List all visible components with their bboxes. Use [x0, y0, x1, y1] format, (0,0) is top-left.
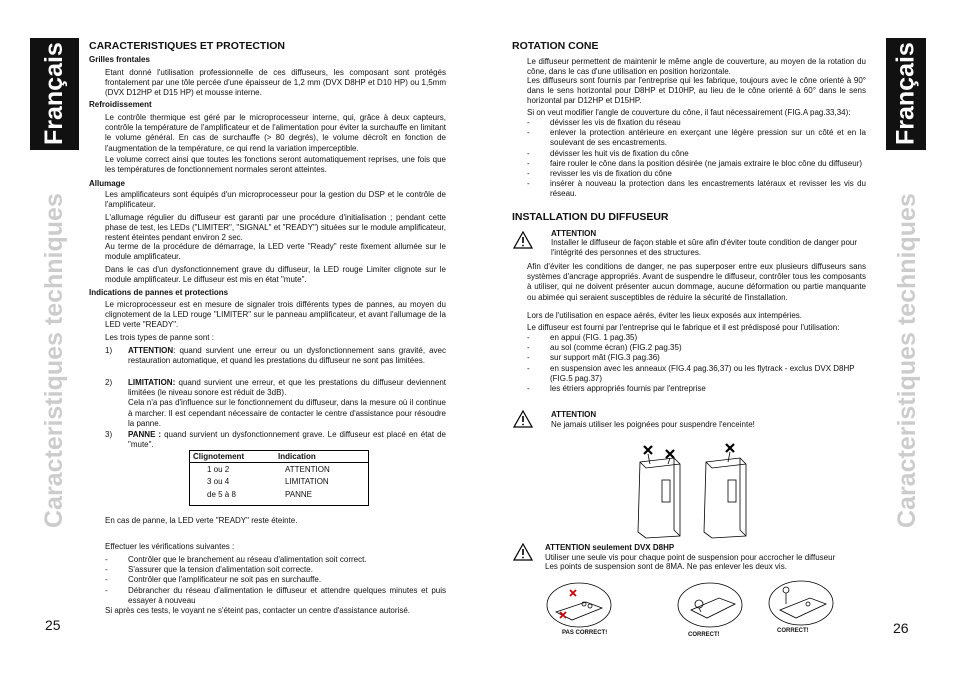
- panne-label: LIMITATION:: [128, 378, 176, 387]
- subheading-indications: Indications de pannes et protections: [89, 288, 229, 297]
- list-item: - S'assurer que la tension d'alimentation soit correcte.: [105, 565, 446, 575]
- table-cell-blinks: 1 ou 2: [207, 465, 230, 474]
- install-list: [527, 333, 866, 394]
- attention-3-title: ATTENTION seulement DVX D8HP: [545, 543, 675, 552]
- list-item-text: sur support mât (FIG.3 pag.36): [550, 353, 660, 363]
- list-item-text: dévisser les huit vis de fixation du cône: [550, 148, 689, 158]
- suspension-figure-correct-2: [768, 580, 834, 626]
- table-cell-blinks: 3 ou 4: [207, 477, 230, 486]
- section-title: CARACTERISTIQUES ET PROTECTION: [89, 40, 286, 52]
- panne-extra: Cela n'a pas d'influence sur le fonctionnement du diffuseur, dans la mesure où il continue à marcher. Il est cependant nécessaire de contacter le centre d'assistance pour résoudre la panne.: [128, 398, 446, 428]
- language-tab-label: Français: [891, 42, 920, 146]
- paragraph-rotation-2: Les diffuseurs sont fournis par l'entreprise qui les fabrique, toujours avec le cône orienté à 90° dans le sens horizontal pour D8HP et D10HP, au lieu de le cône orienté à 60° dans le sens horizontal par D12HP et D15HP.: [527, 76, 866, 106]
- list-item-text: dévisser les vis de fixation du réseau: [550, 118, 681, 127]
- list-item-text: au sol (comme écran) (FIG.2 pag.35): [550, 343, 682, 353]
- side-title-right: Caracteristiques techniques: [893, 193, 921, 528]
- paragraph-verif-intro: Effectuer les vérifications suivantes :: [105, 542, 235, 551]
- panne-number: 2): [105, 378, 113, 387]
- paragraph-refroidissement-2: Le volume correct ainsi que toutes les fonctions seront automatiquement reprises, une fois que les températures de fonctionnement normales seront atteintes.: [105, 155, 446, 175]
- paragraph-install-1: Afin d'éviter les conditions de danger, ne pas superposer entre eux plusieurs diffuseurs sans systèmes d'ancrage appropriés. Avant de suspendre le diffuseur, contrôler tous les composants à utiliser, qui ne doivent présenter aucun dommage, aucune déformation ou partie manquante ou abimée qui seraient susceptibles de réduire la sécurité de l'installation.: [527, 262, 866, 302]
- list-item-text: S'assurer que la tension d'alimentation soit correcte.: [128, 565, 313, 575]
- list-item: - revisser les vis de fixation du cône: [527, 169, 866, 179]
- list-item-text: Débrancher du réseau d'alimentation le diffuseur et attendre quelques minutes et puis essayer à nouveau: [128, 585, 446, 605]
- list-item: - dévisser les huit vis de fixation du cône: [527, 149, 866, 159]
- list-item: - Contrôler que l'amplificateur ne soit pas en surchauffe.: [105, 575, 446, 585]
- list-item: - insérer à nouveau la protection dans les encastrements latéraux et revisser les vis du réseau.: [527, 179, 866, 199]
- paragraph-allumage-3: Au terme de la procédure de démarrage, la LED verte "Ready" reste fixement allumée sur le module amplificateur.: [105, 242, 446, 262]
- paragraph-indications-2: Les trois types de panne sont :: [105, 333, 214, 342]
- attention-1-text: Installer le diffuseur de façon stable et sûre afin d'éviter toute condition de danger pour l'intégrité des personnes et des structures.: [551, 238, 858, 258]
- list-item-text: en suspension avec les anneaux (FIG.4 pag.36,37) ou les flytrack - exclus DVX D8HP (FIG.5 pag.37): [550, 363, 855, 383]
- table-cell-blinks: de 5 à 8: [207, 490, 236, 499]
- list-item: - sur support mât (FIG.3 pag.36): [527, 353, 866, 363]
- list-item-text: Contrôler que l'amplificateur ne soit pas en surchauffe.: [128, 575, 322, 585]
- subheading-refroidissement: Refroidissement: [89, 100, 152, 109]
- language-tab-left: [30, 38, 79, 150]
- list-item: - en appui (FIG. 1 pag.35): [527, 333, 866, 343]
- panne-text: quand survient un dysfonctionnement grave. Le diffuseur est placé en état de "mute".: [128, 430, 446, 450]
- paragraph-rotation-1: Le diffuseur permettent de maintenir le même angle de couverture, au moyen de la rotation du cône, dans le cas d'une utilisation en position horizontale.: [527, 57, 866, 77]
- suspension-figure-wrong: [546, 582, 612, 628]
- panne-item-1: [105, 346, 446, 366]
- subheading-grilles: Grilles frontales: [89, 55, 150, 64]
- table-cell-indication: LIMITATION: [285, 477, 329, 486]
- list-item: - enlever la protection antérieure en exerçant une légère pression sur un côté et en la soulevant de ses encastrements.: [527, 128, 866, 148]
- list-item: - Débrancher du réseau d'alimentation le diffuseur et attendre quelques minutes et puis essayer à nouveau: [105, 585, 446, 605]
- paragraph-rotation-3: Si on veut modifier l'angle de couverture du cône, il faut nécessairement (FIG.A pag.33,34):: [527, 108, 851, 117]
- paragraph-final: Si après ces tests, le voyant ne s'éteint pas, contacter un centre d'assistance autorisé.: [105, 606, 410, 615]
- list-item-text: en appui (FIG. 1 pag.35): [550, 333, 638, 342]
- list-item-text: insérer à nouveau la protection dans les encastrements latéraux et revisser les vis du réseau.: [550, 179, 866, 199]
- language-tab-label: Français: [40, 42, 68, 146]
- side-title-left: Caracteristiques techniques: [40, 193, 68, 528]
- list-item-text: enlever la protection antérieure en exerçant une légère pression sur un côté et en la soulevant de ses encastrements.: [550, 128, 866, 148]
- table-header-clignotement: Clignotement: [193, 452, 245, 461]
- list-item: - les étriers appropriés fournis par l'entreprise: [527, 384, 866, 394]
- paragraph-install-3: Le diffuseur est fourni par l'entreprise qui le fabrique et il est prédisposé pour l'utilisation:: [527, 323, 840, 332]
- page-number-right: 26: [893, 620, 909, 636]
- list-item-text: revisser les vis de fixation du cône: [550, 169, 672, 179]
- panne-label: PANNE :: [128, 430, 162, 439]
- list-item: - faire rouler le cône dans la position désirée (ne jamais extraire le bloc cône du diffuseur): [527, 159, 866, 169]
- figure-caption: CORRECT!: [777, 628, 809, 634]
- rotation-title: ROTATION CONE: [512, 40, 599, 52]
- attention-3-text-2: Les points de suspension sont de 8MA. Ne pas enlever les deux vis.: [545, 562, 787, 571]
- list-item-text: faire rouler le cône dans la position désirée (ne jamais extraire le bloc cône du diffuseur): [550, 158, 863, 168]
- paragraph-allumage-4: Dans le cas d'un dysfonctionnement grave du diffuseur, la LED rouge Limiter clignote sur le module amplificateur. Le diffuseur est mis en état "mute".: [105, 265, 446, 285]
- rotation-list: [527, 118, 866, 200]
- language-tab-right: [886, 38, 926, 150]
- table-header-indication: Indication: [278, 452, 316, 461]
- panne-text: quand survient une erreur, et que les prestations du diffuseur deviennent limitées (le niveau sonore est réduit de 3dB).: [128, 378, 446, 398]
- paragraph-allumage-1: Les amplificateurs sont équipés d'un microprocesseur pour la gestion du DSP et le contrôle de l'amplificateur.: [105, 190, 446, 210]
- attention-2-title: ATTENTION: [551, 410, 597, 419]
- paragraph-install-2: Lors de l'utilisation en espace aérés, éviter les lieux exposés aux intempéries.: [527, 311, 803, 320]
- warning-triangle-icon: [513, 231, 533, 249]
- list-item-text: les étriers appropriés fournis par l'entreprise: [550, 384, 706, 394]
- page-number-left: 25: [45, 617, 61, 633]
- panne-label: ATTENTION: [128, 346, 174, 355]
- panne-text: : quand survient une erreur ou un dysfonctionnement sans gravité, avec restauration automatique, et quand les prestations du diffuseur ne sont pas limitées.: [128, 346, 446, 366]
- install-title: INSTALLATION DU DIFFUSEUR: [512, 211, 669, 223]
- table-cell-indication: ATTENTION: [285, 465, 330, 474]
- warning-triangle-icon: [513, 410, 533, 428]
- suspension-figure-correct-1: [677, 582, 743, 628]
- list-item: - au sol (comme écran) (FIG.2 pag.35): [527, 343, 866, 353]
- figure-caption: PAS CORRECT!: [562, 630, 608, 636]
- verif-list: [105, 555, 446, 606]
- warning-triangle-icon: [513, 543, 533, 561]
- figure-caption: CORRECT!: [688, 632, 720, 638]
- table-cell-indication: PANNE: [285, 490, 312, 499]
- x-mark-icon: [644, 444, 734, 458]
- paragraph-refroidissement-1: Le contrôle thermique est géré par le microprocesseur interne, qui, grâce à deux capteurs, contrôle la température de l'amplificateur et de l'alimentation pour éviter la surchauffe en limitant le volume général. En cas de surchauffe (> 80 degrés), le volume décroît en fonction de l'augmentation de la température, ce qui rend la variation imperceptible.: [105, 113, 446, 153]
- attention-1-title: ATTENTION: [551, 229, 597, 238]
- paragraph-allumage-2: L'allumage régulier du diffuseur est garanti par une procédure d'initialisation ; pendant cette phase de test, les LEDs ("LIMITER", "SIGNAL" et "READY") situées sur le module amplificateur, restent éteintes pendant environ 2 sec.: [105, 213, 446, 243]
- panne-number: 3): [105, 430, 113, 439]
- blink-table: [189, 450, 369, 506]
- speaker-handles-illustration: [628, 440, 768, 540]
- panne-number: 1): [105, 346, 113, 355]
- subheading-allumage: Allumage: [89, 179, 126, 188]
- attention-3-text-1: Utiliser une seule vis pour chaque point de suspension pour accrocher le diffuseur: [545, 553, 836, 562]
- attention-2-text: Ne jamais utiliser les poignées pour suspendre l'enceinte!: [551, 420, 755, 429]
- list-item-text: Contrôler que le branchement au réseau d'alimentation soit correct.: [128, 555, 367, 564]
- list-item: - en suspension avec les anneaux (FIG.4 pag.36,37) ou les flytrack - exclus DVX D8HP (FIG.5 pag.37): [527, 364, 866, 384]
- panne-item-3: [105, 430, 446, 450]
- paragraph-grilles: Etant donné l'utilisation professionnelle de ces diffuseurs, les composant sont protégés frontalement par une tôle percée d'une épaisseur de 1,2 mm (DVX D8HP et D10 HP) ou 1,5mm (DVX D12HP et D15 HP) et mousse interne.: [105, 68, 446, 98]
- panne-item-2: [105, 378, 446, 429]
- list-item: - Contrôler que le branchement au réseau d'alimentation soit correct.: [105, 555, 446, 565]
- list-item: - dévisser les vis de fixation du réseau: [527, 118, 866, 128]
- paragraph-indications-1: Le microprocesseur est en mesure de signaler trois différents types de pannes, au moyen du clignotement de la LED rouge "LIMITER" sur le panneau amplificateur, et avant l'allumage de la LED verte "READY".: [105, 300, 446, 330]
- paragraph-ready: En cas de panne, la LED verte "READY" reste éteinte.: [105, 516, 298, 525]
